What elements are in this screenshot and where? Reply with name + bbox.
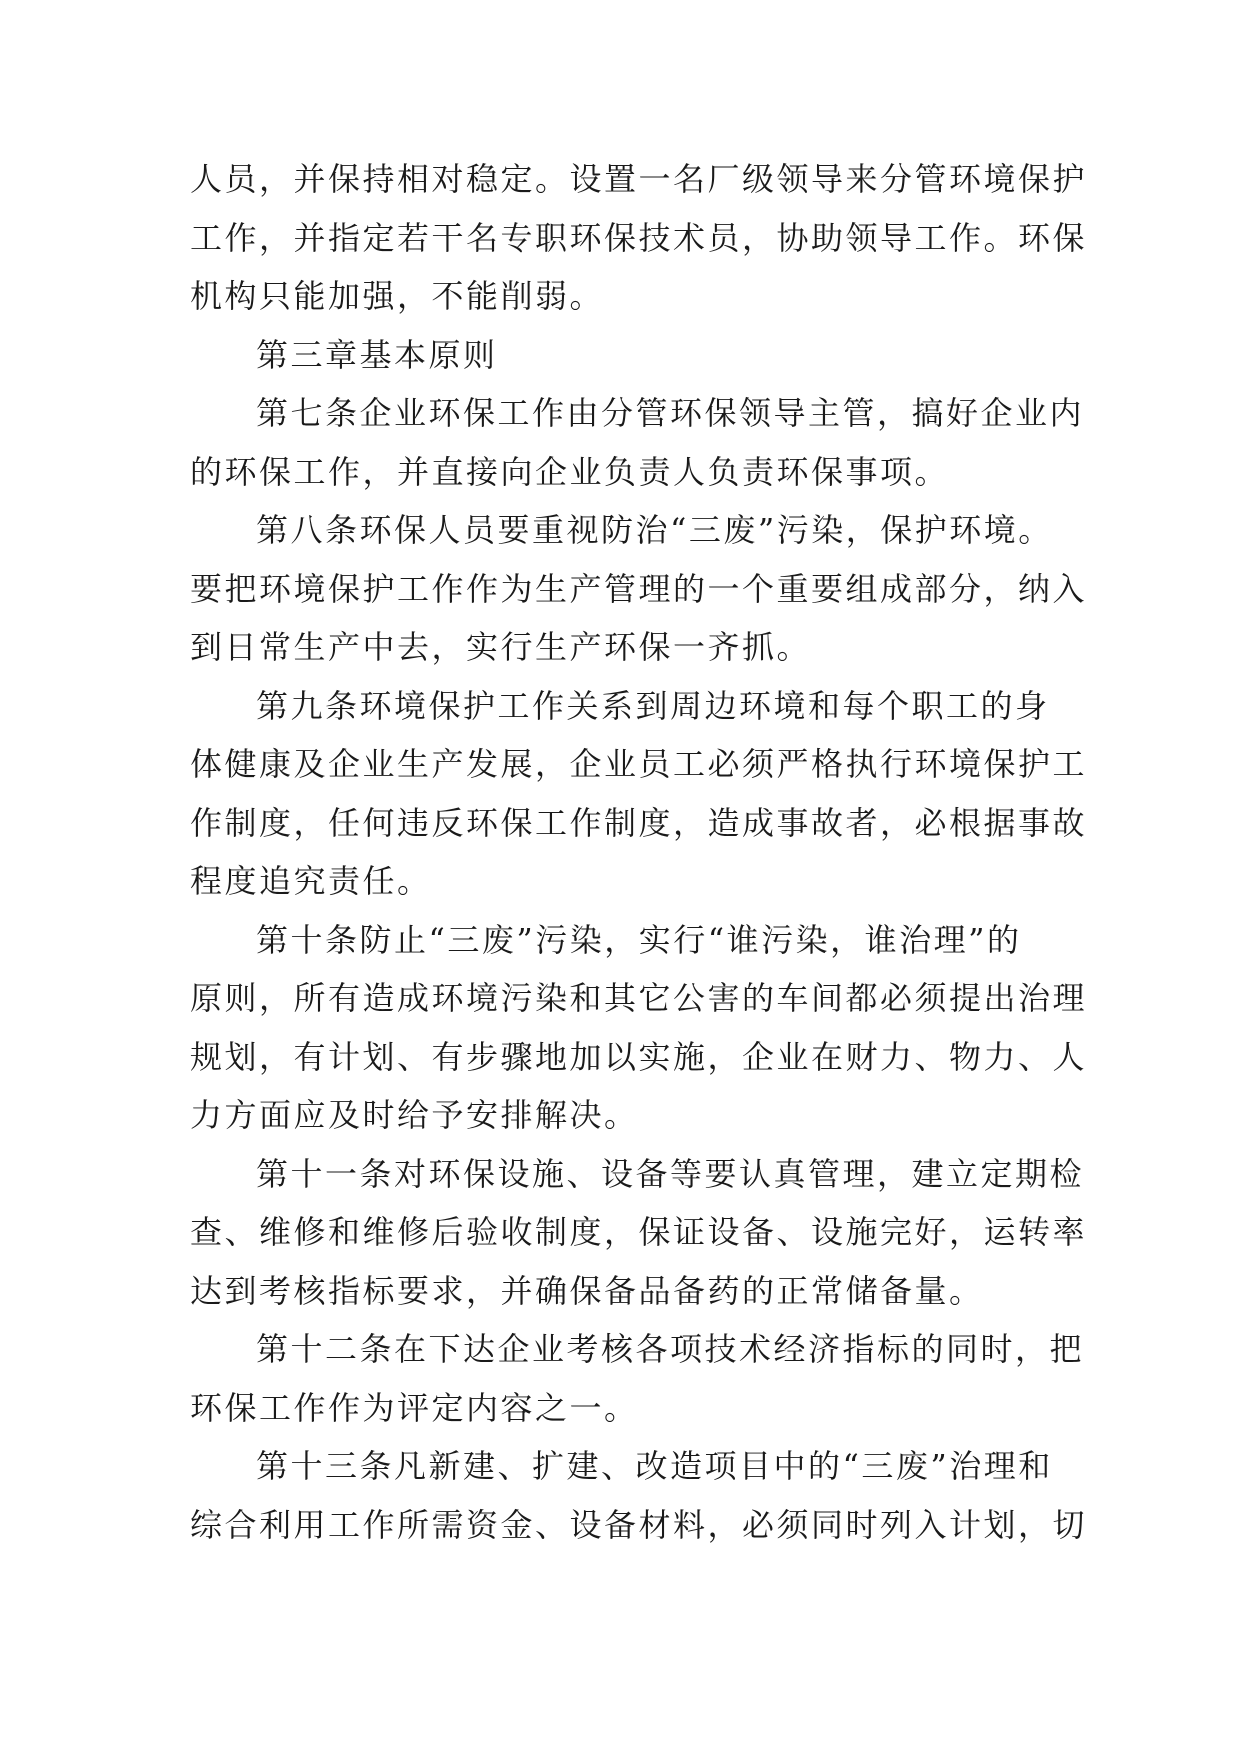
paragraph-line: 作制度，任何违反环保工作制度，造成事故者，必根据事故 xyxy=(190,803,1088,842)
chapter-heading: 第三章基本原则 xyxy=(256,335,498,374)
paragraph-line: 综合利用工作所需资金、设备材料，必须同时列入计划，切 xyxy=(190,1505,1088,1544)
paragraph-line: 环保工作作为评定内容之一。 xyxy=(190,1388,639,1427)
article-10-line: 第十条防止“三废”污染，实行“谁污染，谁治理”的 xyxy=(256,920,1022,959)
document-body xyxy=(190,150,1088,1554)
paragraph-line: 的环保工作，并直接向企业负责人负责环保事项。 xyxy=(190,452,950,491)
paragraph-line: 机构只能加强，不能削弱。 xyxy=(190,277,605,315)
paragraph-line: 程度追究责任。 xyxy=(190,862,432,900)
paragraph-line: 力方面应及时给予安排解决。 xyxy=(190,1096,639,1134)
paragraph-line: 原则，所有造成环境污染和其它公害的车间都必须提出治理 xyxy=(190,979,1088,1017)
paragraph-line: 人员，并保持相对稳定。设置一名厂级领导来分管环境保护 xyxy=(190,160,1088,198)
paragraph-line: 工作，并指定若干名专职环保技术员，协助领导工作。环保 xyxy=(190,218,1088,257)
paragraph-line: 达到考核指标要求，并确保备品备药的正常储备量。 xyxy=(190,1271,984,1310)
article-12-line: 第十二条在下达企业考核各项技术经济指标的同时，把 xyxy=(256,1330,1085,1368)
article-11-line: 第十一条对环保设施、设备等要认真管理，建立定期检 xyxy=(256,1154,1085,1193)
paragraph-line: 要把环境保护工作作为生产管理的一个重要组成部分，纳入 xyxy=(190,569,1088,608)
article-7-line: 第七条企业环保工作由分管环保领导主管，搞好企业内 xyxy=(256,394,1085,432)
article-13-line: 第十三条凡新建、扩建、改造项目中的“三废”治理和 xyxy=(256,1447,1053,1485)
paragraph-line: 体健康及企业生产发展，企业员工必须严格执行环境保护工 xyxy=(190,745,1088,783)
paragraph-line: 规划，有计划、有步骤地加以实施，企业在财力、物力、人 xyxy=(190,1037,1088,1076)
article-9-line: 第九条环境保护工作关系到周边环境和每个职工的身 xyxy=(256,686,1050,725)
paragraph-line: 查、维修和维修后验收制度，保证设备、设施完好，运转率 xyxy=(190,1213,1088,1251)
paragraph-line: 到日常生产中去，实行生产环保一齐抓。 xyxy=(190,628,812,666)
article-8-line: 第八条环保人员要重视防治“三废”污染，保护环境。 xyxy=(256,511,1053,549)
